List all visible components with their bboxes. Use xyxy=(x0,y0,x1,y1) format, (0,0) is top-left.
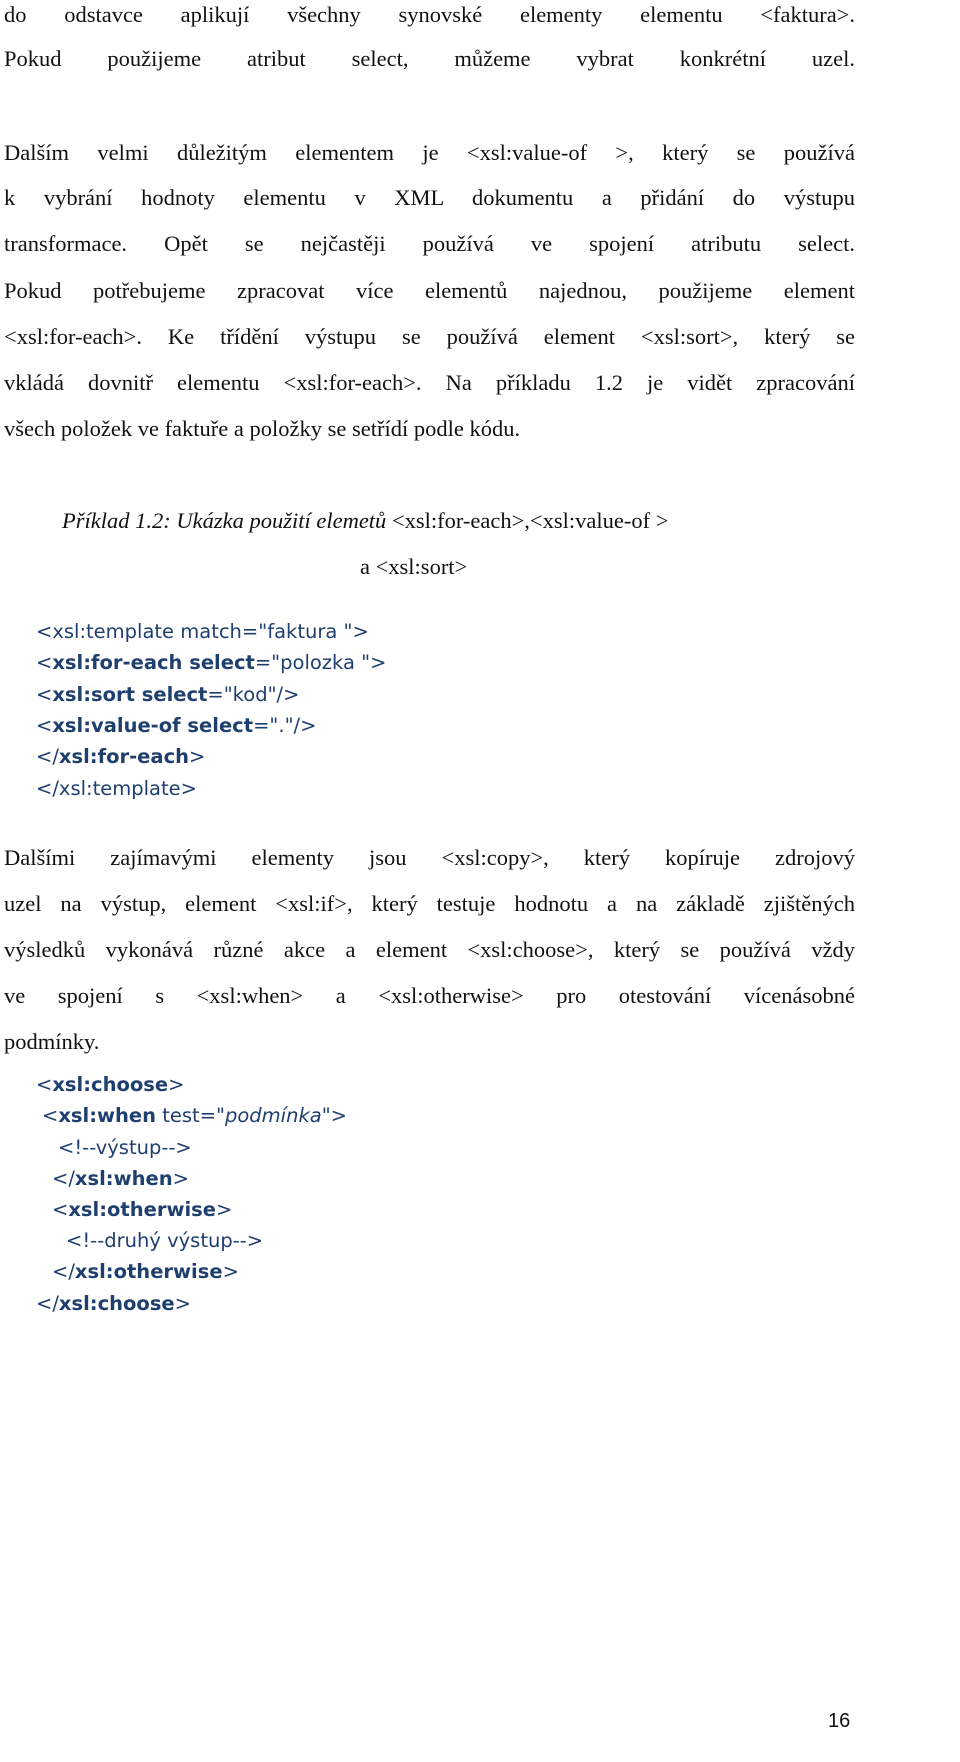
text-line: k vybrání hodnoty elementu v XML dokumentu a přidání do výstupu xyxy=(4,185,855,210)
code-token: xsl:for-each select xyxy=(52,651,255,674)
code-token: xsl:otherwise xyxy=(68,1198,216,1221)
code-token: > xyxy=(189,745,206,768)
text-line: ve spojení s <xsl:when> a <xsl:otherwise> pro otestování vícenásobné xyxy=(4,983,855,1008)
code-token: xsl:when xyxy=(74,1167,173,1190)
code-token: < xyxy=(52,1198,69,1221)
code-token: xsl:value-of select xyxy=(52,714,254,737)
code-token: xsl:choose xyxy=(52,1073,169,1096)
text-line: do odstavce aplikují všechny synovské elementy elementu <faktura>. xyxy=(4,2,855,27)
caption-tags: <xsl:for-each>,<xsl:value-of > xyxy=(386,508,669,533)
code-token: test=" xyxy=(156,1104,225,1127)
code-token: xsl:sort select xyxy=(52,683,208,706)
code-token: <xsl:template match="faktura "> xyxy=(36,620,369,643)
code-token: <!--výstup--> xyxy=(58,1136,192,1159)
code-line xyxy=(36,777,197,801)
code-token: </xsl:template> xyxy=(36,777,197,800)
code-line xyxy=(36,745,205,769)
text-line: výsledků vykonává různé akce a element <xsl:choose>, který se používá vždy xyxy=(4,937,855,962)
text-line: Dalším velmi důležitým elementem je <xsl:value-of >, který se používá xyxy=(4,140,855,165)
code-token: > xyxy=(168,1073,185,1096)
code-token: ="."/> xyxy=(253,714,317,737)
code-token: </ xyxy=(52,1260,75,1283)
code-token: xsl:choose xyxy=(58,1292,175,1315)
code-line xyxy=(52,1167,189,1191)
text-line: uzel na výstup, element <xsl:if>, který testuje hodnotu a na základě zjištěných xyxy=(4,891,855,916)
code-token: ="kod"/> xyxy=(207,683,300,706)
code-line xyxy=(36,1073,184,1097)
code-line xyxy=(36,683,299,707)
code-token: > xyxy=(222,1260,239,1283)
code-token: xsl:for-each xyxy=(58,745,190,768)
page-number: 16 xyxy=(828,1710,851,1732)
code-line xyxy=(36,1292,191,1316)
code-line xyxy=(52,1198,232,1222)
code-token: < xyxy=(36,683,53,706)
code-token: </ xyxy=(36,745,59,768)
text-line: Pokud použijeme atribut select, můžeme vybrat konkrétní uzel. xyxy=(4,46,855,71)
code-token: > xyxy=(172,1167,189,1190)
code-token: xsl:otherwise xyxy=(74,1260,223,1283)
code-token: > xyxy=(215,1198,233,1221)
code-line xyxy=(66,1229,263,1253)
code-token: "> xyxy=(321,1104,347,1127)
code-token: < xyxy=(36,1073,53,1096)
text-line: Pokud potřebujeme zpracovat více elementů najednou, použijeme element xyxy=(4,278,855,303)
code-token: </ xyxy=(36,1292,59,1315)
code-line xyxy=(42,1104,347,1128)
code-line xyxy=(36,714,316,738)
code-token: </ xyxy=(52,1167,75,1190)
code-line xyxy=(36,620,369,644)
text-line: <xsl:for-each>. Ke třídění výstupu se používá element <xsl:sort>, který se xyxy=(4,324,855,349)
text-line: podmínky. xyxy=(4,1029,100,1054)
code-token: podmínka xyxy=(224,1104,322,1127)
code-token: < xyxy=(36,651,53,674)
example-caption xyxy=(62,508,668,534)
text-line: všech položek ve faktuře a položky se setřídí podle kódu. xyxy=(4,416,521,441)
code-token: > xyxy=(174,1292,191,1315)
text-line: transformace. Opět se nejčastěji používá ve spojení atributu select. xyxy=(4,231,855,256)
text-line: vkládá dovnitř elementu <xsl:for-each>. Na příkladu 1.2 je vidět zpracování xyxy=(4,370,855,395)
code-line xyxy=(58,1136,192,1160)
code-token: < xyxy=(36,714,53,737)
code-token: <!--druhý výstup--> xyxy=(66,1229,264,1252)
code-line xyxy=(52,1260,239,1284)
text-line: Dalšími zajímavými elementy jsou <xsl:copy>, který kopíruje zdrojový xyxy=(4,845,855,870)
caption-line-2: a <xsl:sort> xyxy=(360,554,468,579)
code-token: xsl:when xyxy=(58,1104,157,1127)
code-line xyxy=(36,651,386,675)
code-token: ="polozka "> xyxy=(254,651,387,674)
caption-label: Příklad 1.2: Ukázka použití elemetů xyxy=(62,508,387,533)
code-token: < xyxy=(42,1104,59,1127)
